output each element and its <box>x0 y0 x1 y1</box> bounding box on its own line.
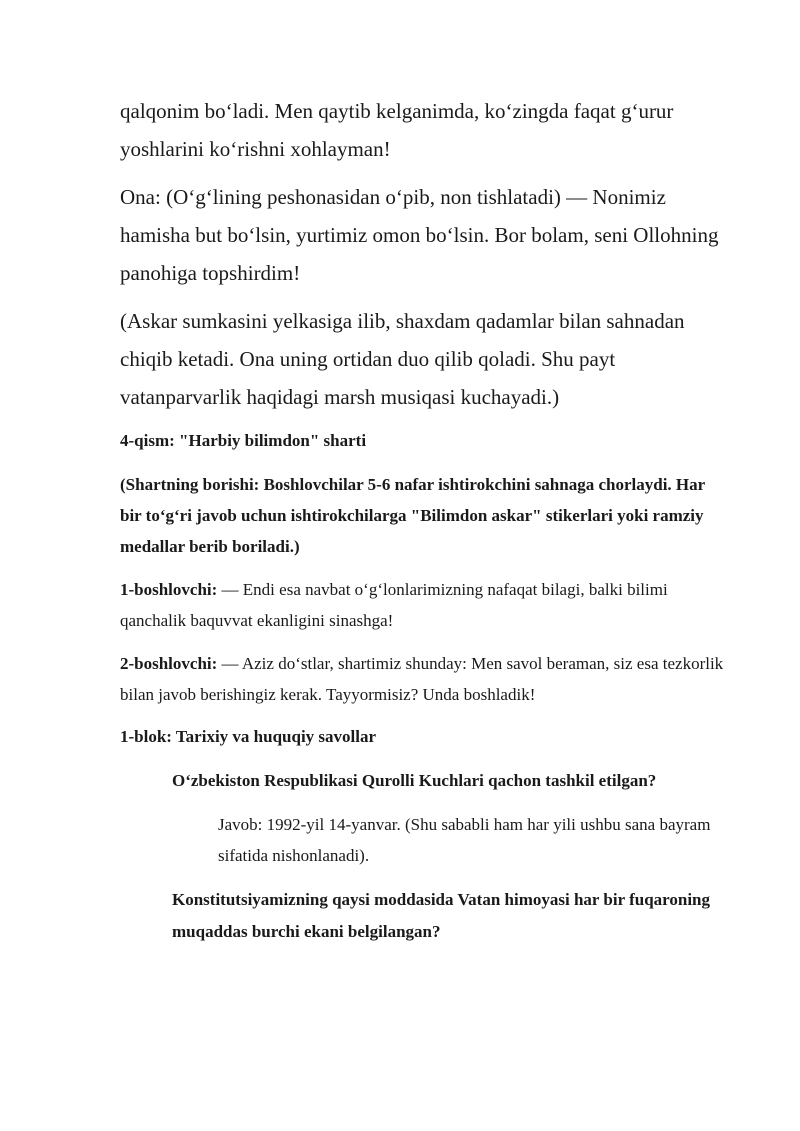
host2-text: — Aziz do‘stlar, shartimiz shunday: Men savol beraman, siz esa tezkorlik bilan javob berishingiz kerak. Tayyormisiz? Unda boshladik! <box>120 654 724 704</box>
section-note: (Shartning borishi: Boshlovchilar 5-6 nafar ishtirokchini sahnaga chorlaydi. Har bir to‘g‘ri javob uchun ishtirokchilarga "Bilimdon askar" stikerlari yoki ramziy medallar berib boriladi.) <box>120 475 705 556</box>
question-1: O‘zbekiston Respublikasi Qurolli Kuchlari qachon tashkil etilgan? <box>172 771 657 790</box>
section-heading: 4-qism: "Harbiy bilimdon" sharti <box>120 431 367 450</box>
document-page <box>120 92 730 960</box>
host2-paragraph <box>120 648 730 710</box>
host2-label: 2-boshlovchi: <box>120 654 218 673</box>
block-heading: 1-blok: Tarixiy va huquqiy savollar <box>120 727 377 746</box>
paragraph-mother-line: Ona: (O‘g‘lining peshonasidan o‘pib, non tishlatadi) — Nonimiz hamisha but bo‘lsin, yurtimiz omon bo‘lsin. Bor bolam, seni Ollohning panohiga topshirdim! <box>120 185 719 285</box>
host1-paragraph <box>120 574 730 636</box>
paragraph-soldier-line: qalqonim bo‘ladi. Men qaytib kelganimda, ko‘zingda faqat g‘urur yoshlarini ko‘rishni xohlayman! <box>120 99 674 161</box>
host1-label: 1-boshlovchi: <box>120 580 218 599</box>
question-2: Konstitutsiyamizning qaysi moddasida Vatan himoyasi har bir fuqaroning muqaddas burchi ekani belgilangan? <box>172 890 711 941</box>
host1-text: — Endi esa navbat o‘g‘lonlarimizning nafaqat bilagi, balki bilimi qanchalik baquvvat ekanligini sinashga! <box>120 580 668 630</box>
paragraph-stage-direction: (Askar sumkasini yelkasiga ilib, shaxdam qadamlar bilan sahnadan chiqib ketadi. Ona uning ortidan duo qilib qoladi. Shu payt vatanparvarlik haqidagi marsh musiqasi kuchayadi.) <box>120 309 685 409</box>
answer-1: Javob: 1992-yil 14-yanvar. (Shu sababli ham har yili ushbu sana bayram sifatida nishonlanadi). <box>218 815 711 865</box>
